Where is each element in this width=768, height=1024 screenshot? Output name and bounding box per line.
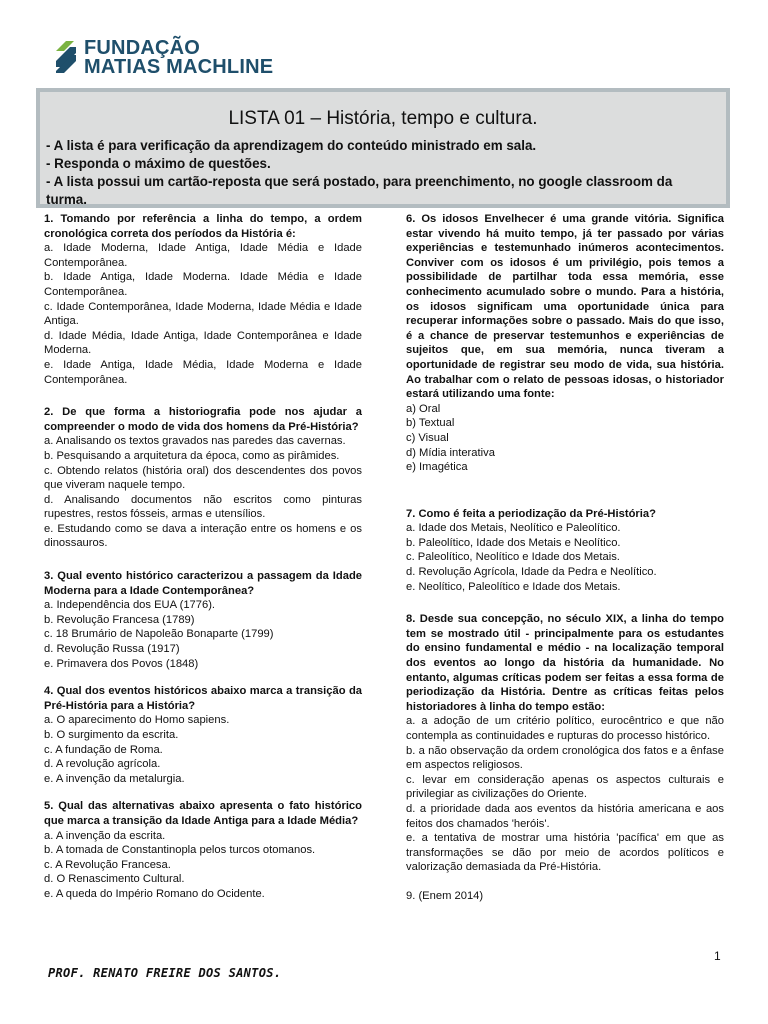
- question-text: 9. (Enem 2014): [406, 889, 484, 902]
- option: c. A Revolução Francesa.: [44, 858, 171, 871]
- option: c. Obtendo relatos (história oral) dos descendentes dos povos que viveram naquele tempo.: [44, 464, 362, 492]
- option: c. 18 Brumário de Napoleão Bonaparte (1799): [44, 628, 274, 641]
- page-number: 1: [714, 949, 721, 963]
- option: a) Oral: [406, 402, 441, 415]
- option: d) Mídia interativa: [406, 446, 495, 459]
- option: e. Primavera dos Povos (1848): [44, 657, 199, 670]
- question-text: 5. Qual das alternativas abaixo apresenta o fato histórico que marca a transição da Idade Antiga para a Idade Média?: [44, 800, 362, 827]
- option: b) Textual: [406, 417, 455, 430]
- option: b. a não observação da ordem cronológica dos fatos e a ênfase em aspectos religiosos.: [406, 744, 724, 772]
- question-text: 1. Tomando por referência a linha do tempo, a ordem cronológica correta dos períodos da História é:: [44, 213, 362, 240]
- foundation-logo: [52, 36, 273, 80]
- question-1: [44, 212, 362, 387]
- question-text: 6. Os idosos Envelhecer é uma grande vitória. Significa estar vivendo há muito tempo, já ter passado por várias experiências e testemunhado inúmeros acontecimentos. Conviver com os idosos é um privilégio, pois temos a possibilidade de partilhar toda essa memória, esse conhecimento acumulado sobre o mundo. Para a história, os idosos significam uma oportunidade única para recuperar informações sobre o passado. Mais do que isso, é a chance de preservar testemunhos e experiências de sujeitos que, em sua memória, nunca tiveram a oportunidade de registrar seu modo de vida, sua história. Ao trabalhar com o relato de pessoas idosas, o historiador estará utilizando uma fonte:: [406, 213, 724, 401]
- instructions: [46, 137, 712, 209]
- foundation-logo-icon: [52, 37, 78, 79]
- question-9: [406, 889, 724, 904]
- option: b. A tomada de Constantinopla pelos turcos otomanos.: [44, 844, 316, 857]
- option: c. levar em consideração apenas os aspectos culturais e privilegiar as civilizações do Oriente.: [406, 773, 724, 801]
- page-title: LISTA 01 – História, tempo e cultura.: [228, 108, 538, 129]
- option: e. Idade Antiga, Idade Média, Idade Moderna e Idade Contemporânea.: [44, 358, 362, 386]
- question-3: [44, 569, 362, 671]
- option: a. Independência dos EUA (1776).: [44, 599, 216, 612]
- option: d. Revolução Russa (1917): [44, 643, 180, 656]
- question-8: [406, 612, 724, 875]
- logo-line-1: FUNDAÇÃO: [84, 37, 201, 59]
- question-text: 8. Desde sua concepção, no século XIX, a linha do tempo tem se mostrado útil - principalmente para os estudantes do ensino fundamental e médio - na localização temporal dos eventos ao longo da história da humanidade. No entanto, algumas críticas podem ser feitas a essa forma de periodização da História. Dentre as críticas feitas pelos historiadores à linha do tempo estão:: [406, 613, 724, 713]
- option: a. Idade Moderna, Idade Antiga, Idade Média e Idade Contemporânea.: [44, 242, 362, 269]
- option: d. Idade Média, Idade Antiga, Idade Contemporânea e Idade Moderna.: [44, 329, 362, 357]
- footer-author: PROF. RENATO FREIRE DOS SANTOS.: [48, 966, 282, 980]
- option: e. A invenção da metalurgia.: [44, 772, 185, 785]
- instruction-line: - A lista possui um cartão-reposta que será postado, para preenchimento, no google classroom da turma.: [46, 174, 673, 207]
- question-7: [406, 507, 724, 595]
- option: e) Imagética: [406, 461, 468, 474]
- option: b. Pesquisando a arquitetura da época, como as pirâmides.: [44, 449, 340, 462]
- option: d. Analisando documentos não escritos como pinturas rupestres, restos fósseis, armas e utensílios.: [44, 493, 362, 521]
- question-text: 7. Como é feita a periodização da Pré-História?: [406, 507, 656, 520]
- option: a. a adoção de um critério político, eurocêntrico e que não contempla as continuidades e rupturas do processo histórico.: [406, 715, 724, 742]
- option: e. Neolítico, Paleolítico e Idade dos Metais.: [406, 580, 621, 593]
- option: c. Paleolítico, Neolítico e Idade dos Metais.: [406, 551, 620, 564]
- option: c. Idade Contemporânea, Idade Moderna, Idade Média e Idade Antiga.: [44, 300, 362, 328]
- question-4: [44, 684, 362, 786]
- option: c) Visual: [406, 431, 449, 444]
- option: b. Revolução Francesa (1789): [44, 613, 195, 626]
- question-text: 2. De que forma a historiografia pode nos ajudar a compreender o modo de vida dos homens da Pré-História?: [44, 406, 362, 433]
- question-2: [44, 405, 362, 551]
- option: d. A revolução agrícola.: [44, 758, 161, 771]
- option: d. O Renascimento Cultural.: [44, 873, 185, 886]
- instruction-line: - A lista é para verificação da aprendizagem do conteúdo ministrado em sala.: [46, 138, 537, 153]
- question-text: 4. Qual dos eventos históricos abaixo marca a transição da Pré-História para a História?: [44, 685, 362, 712]
- option: b. Paleolítico, Idade dos Metais e Neolítico.: [406, 536, 621, 549]
- logo-line-2: MATIAS MACHLINE: [84, 56, 274, 78]
- question-6: [406, 212, 724, 475]
- right-column: [406, 212, 724, 917]
- option: a. O aparecimento do Homo sapiens.: [44, 714, 230, 727]
- instruction-line: - Responda o máximo de questões.: [46, 156, 271, 171]
- option: d. a prioridade dada aos eventos da história americana e aos feitos dos chamados 'heróis'.: [406, 802, 724, 830]
- option: b. O surgimento da escrita.: [44, 729, 179, 741]
- question-text: 3. Qual evento histórico caracterizou a passagem da Idade Moderna para a Idade Contemporânea?: [44, 570, 362, 597]
- option: d. Revolução Agrícola, Idade da Pedra e Neolítico.: [406, 566, 657, 579]
- option: c. A fundação de Roma.: [44, 743, 163, 756]
- header-box: [36, 88, 730, 208]
- option: e. a tentativa de mostrar uma história 'pacífica' em que as transformações se dão por meio de acordos políticos e valorização demasiada da Pré-História.: [406, 832, 724, 874]
- option: a. Idade dos Metais, Neolítico e Paleolítico.: [406, 522, 621, 535]
- option: e. A queda do Império Romano do Ocidente.: [44, 887, 265, 900]
- option: a. Analisando os textos gravados nas paredes das cavernas.: [44, 435, 346, 448]
- left-column: [44, 212, 362, 915]
- option: a. A invenção da escrita.: [44, 829, 166, 842]
- option: e. Estudando como se dava a interação entre os homens e os dinossauros.: [44, 522, 362, 550]
- option: b. Idade Antiga, Idade Moderna. Idade Média e Idade Contemporânea.: [44, 271, 362, 298]
- question-5: [44, 799, 362, 901]
